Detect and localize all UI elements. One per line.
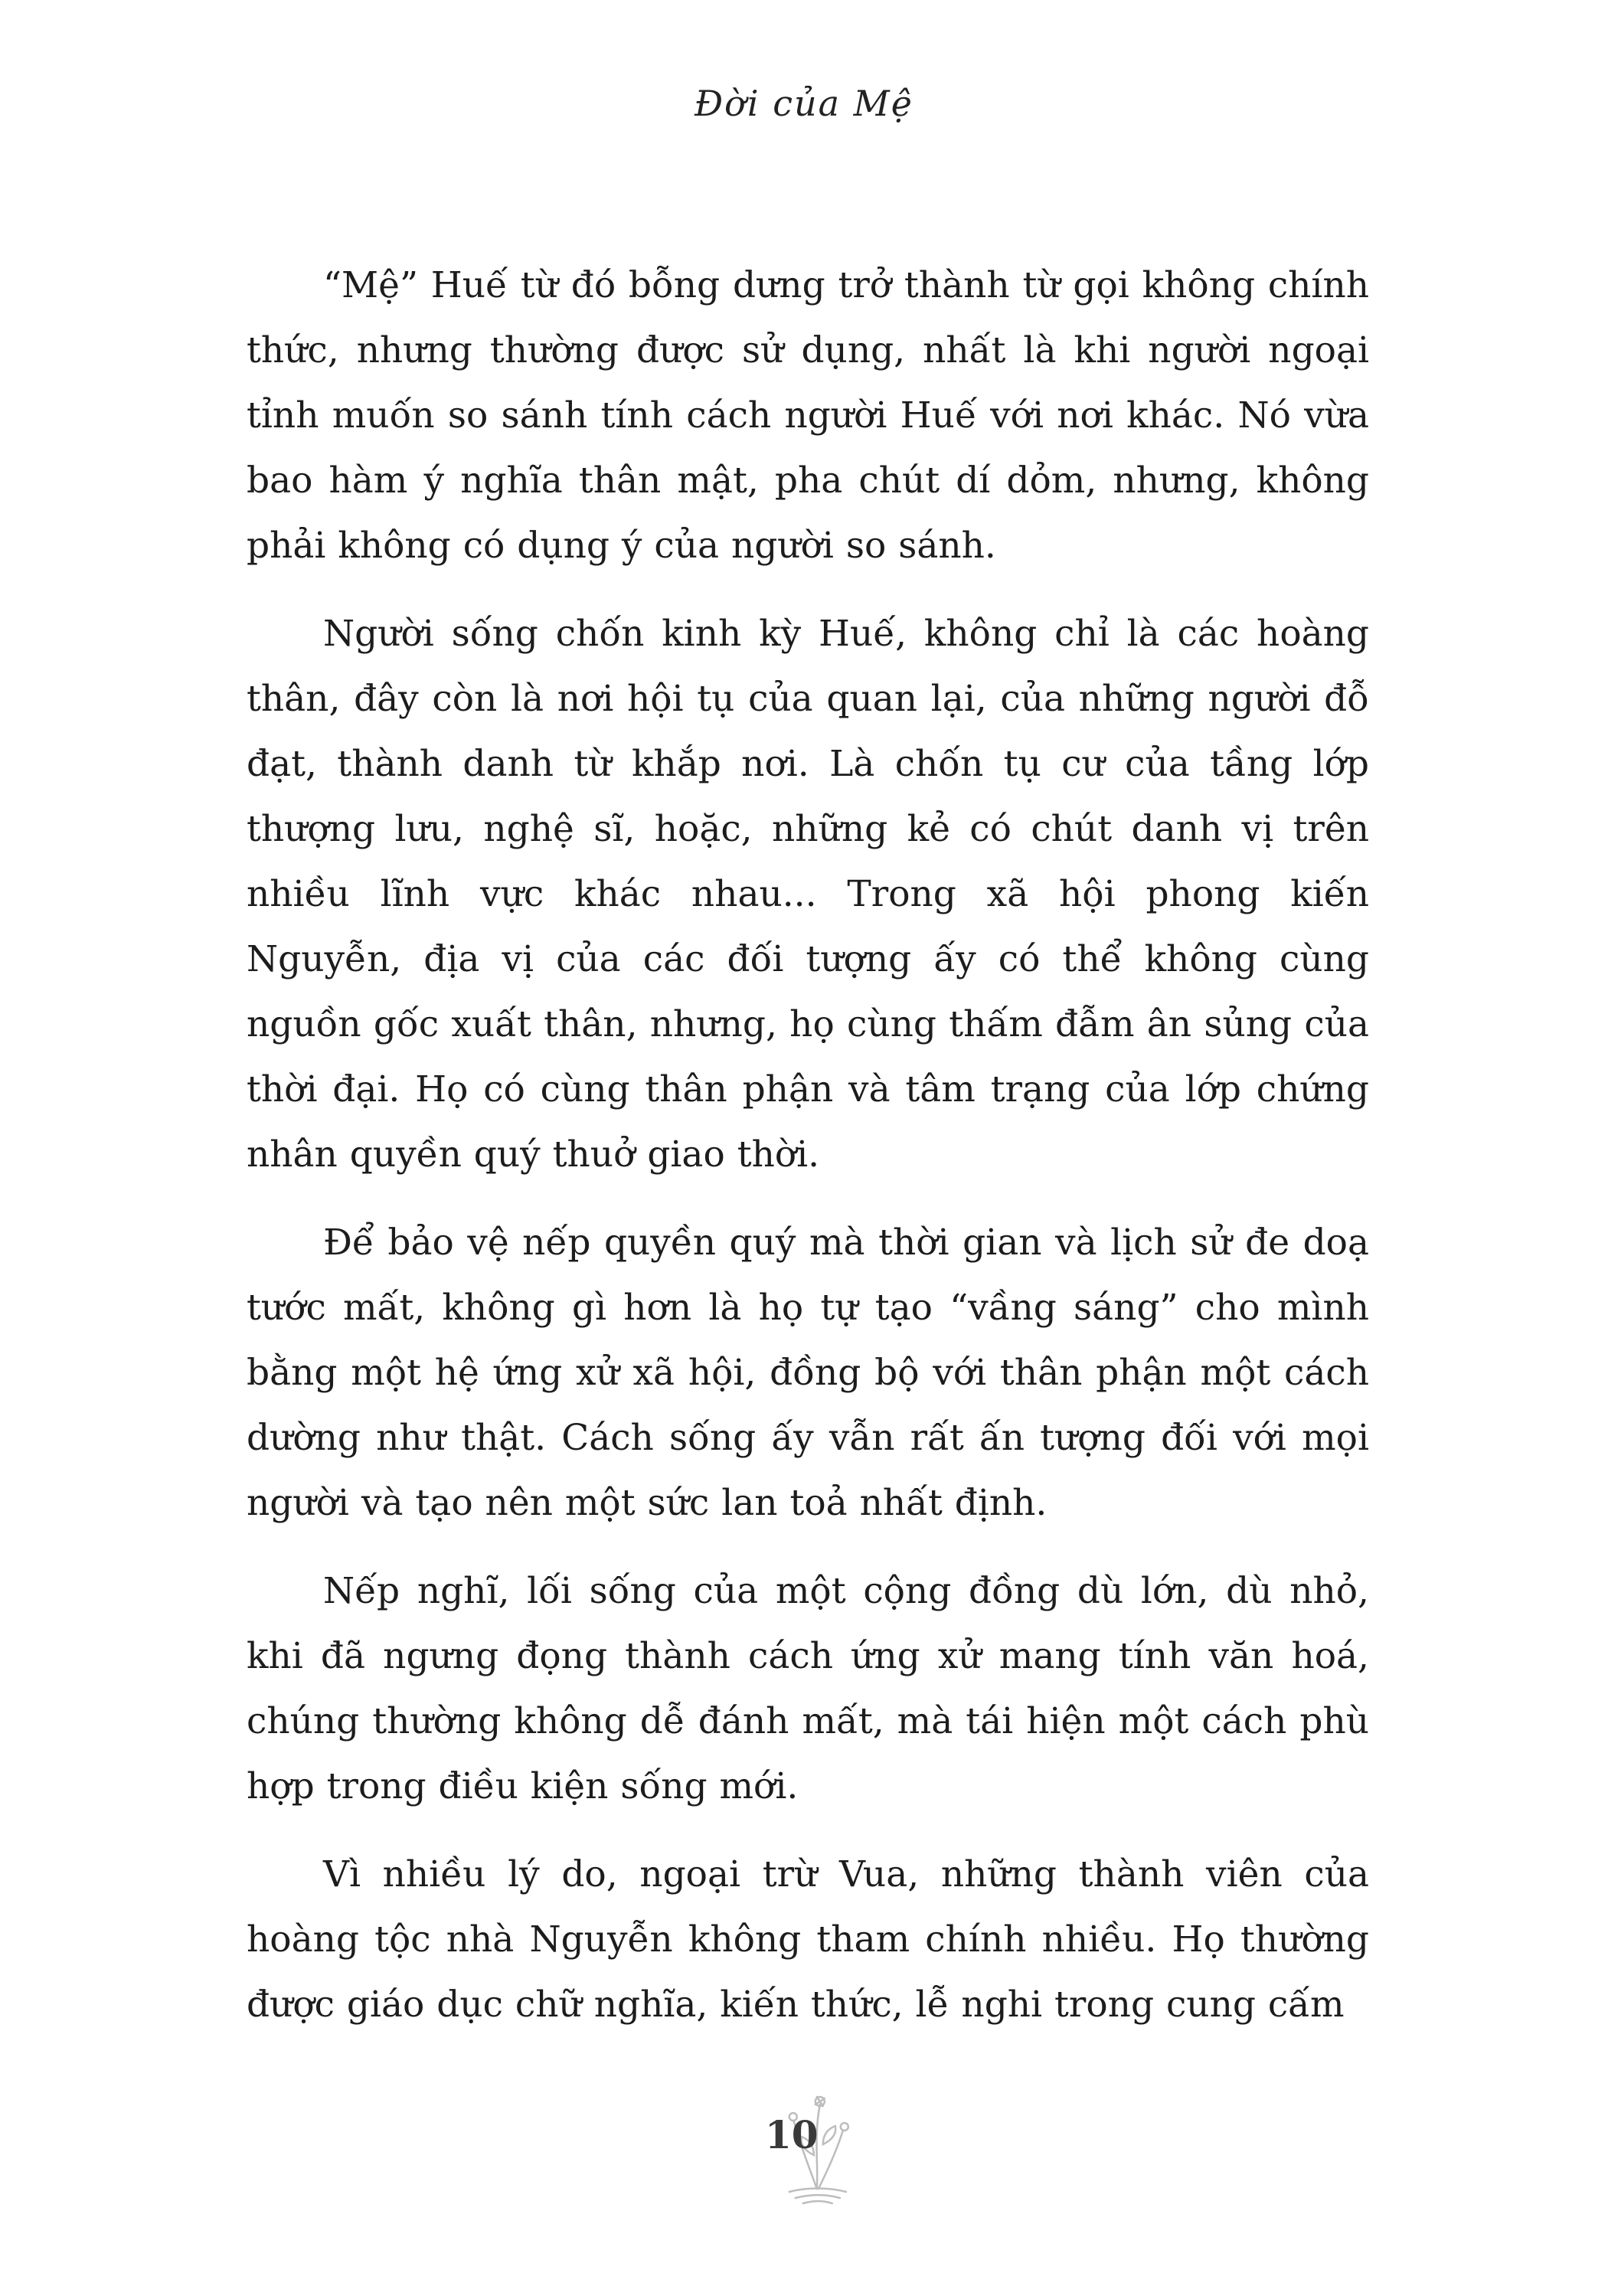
page-number: 10	[765, 2112, 819, 2157]
paragraph: Vì nhiều lý do, ngoại trừ Vua, những thành viên của hoàng tộc nhà Nguyễn không tham chính nhiều. Họ thường được giáo dục chữ nghĩa, kiến thức, lễ nghi trong cung cấm	[247, 1853, 1369, 2026]
paragraph: “Mệ” Huế từ đó bỗng dưng trở thành từ gọi không chính thức, nhưng thường được sử dụng, nhất là khi người ngoại tỉnh muốn so sánh tính cách người Huế với nơi khác. Nó vừa bao hàm ý nghĩa thân mật, pha chút dí dỏm, nhưng, không phải không có dụng ý của người so sánh.	[247, 264, 1369, 567]
page-footer	[0, 2091, 1608, 2206]
running-head-title: Đời của Mệ	[695, 83, 913, 124]
paragraph: Để bảo vệ nếp quyền quý mà thời gian và lịch sử đe doạ tước mất, không gì hơn là họ tự tạo “vầng sáng” cho mình bằng một hệ ứng xử xã hội, đồng bộ với thân phận một cách dường như thật. Cách sống ấy vẫn rất ấn tượng đối với mọi người và tạo nên một sức lan toả nhất định.	[247, 1222, 1369, 1524]
body-text	[247, 253, 1369, 2060]
paragraph: Nếp nghĩ, lối sống của một cộng đồng dù lớn, dù nhỏ, khi đã ngưng đọng thành cách ứng xử mang tính văn hoá, chúng thường không dễ đánh mất, mà tái hiện một cách phù hợp trong điều kiện sống mới.	[247, 1570, 1369, 1807]
folio	[739, 2091, 869, 2206]
paragraph: Người sống chốn kinh kỳ Huế, không chỉ là các hoàng thân, đây còn là nơi hội tụ của quan lại, của những người đỗ đạt, thành danh từ khắp nơi. Là chốn tụ cư của tầng lớp thượng lưu, nghệ sĩ, hoặc, những kẻ có chút danh vị trên nhiều lĩnh vực khác nhau... Trong xã hội phong kiến Nguyễn, địa vị của các đối tượng ấy có thể không cùng nguồn gốc xuất thân, nhưng, họ cùng thấm đẫm ân sủng của thời đại. Họ có cùng thân phận và tâm trạng của lớp chứng nhân quyền quý thuở giao thời.	[247, 613, 1369, 1176]
